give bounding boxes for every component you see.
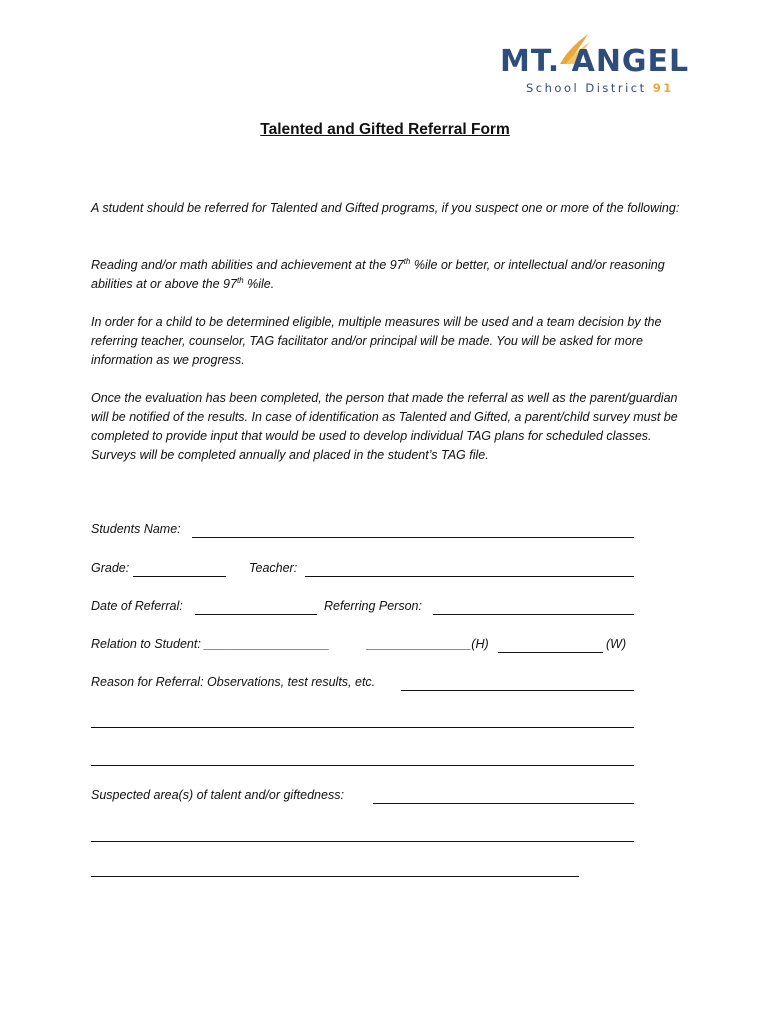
logo-district-label: School District	[526, 81, 647, 95]
reason-label: Reason for Referral: Observations, test results, etc.	[91, 675, 376, 689]
criteria-text-a: Reading and/or math abilities and achievement at the 97	[91, 258, 404, 272]
logo-main-text: MT. ANGEL	[500, 44, 690, 79]
reason-field-line-3[interactable]	[91, 765, 634, 766]
referring-person-field[interactable]	[433, 614, 634, 615]
eligibility-paragraph: In order for a child to be determined eligible, multiple measures will be used and a team decision by the referring teacher, counselor, TAG facilitator and/or principal will be made. You will be asked for more information as we progress.	[91, 315, 662, 367]
teacher-field[interactable]	[305, 576, 634, 577]
suspected-areas-field-line-3[interactable]	[91, 876, 579, 877]
criteria-text-c: %ile.	[243, 277, 275, 291]
criteria-sup-1: th	[403, 256, 411, 266]
student-name-label: Students Name:	[91, 522, 181, 536]
student-name-field[interactable]	[192, 537, 634, 538]
home-label: (H)	[471, 637, 489, 651]
criteria-sup-2: th	[236, 275, 244, 285]
reason-field[interactable]	[401, 690, 634, 691]
phone-home-field[interactable]: _______________	[367, 637, 472, 651]
suspected-areas-field[interactable]	[373, 803, 634, 804]
intro-paragraph: A student should be referred for Talented and Gifted programs, if you suspect one or more of the following:	[91, 201, 680, 215]
relation-row	[91, 637, 329, 651]
relation-to-student-field[interactable]: __________________	[204, 637, 330, 651]
logo-district-number: 91	[652, 81, 674, 95]
date-of-referral-label: Date of Referral:	[91, 599, 183, 613]
grade-field[interactable]	[133, 576, 226, 577]
reason-field-line-2[interactable]	[91, 727, 634, 728]
phone-home-row	[367, 637, 489, 651]
evaluation-paragraph: Once the evaluation has been completed, the person that made the referral as well as the parent/guardian will be notified of the results. In case of identification as Talented and Gifted, a parent/child survey must be completed to provide input that would be used to develop individual TAG plans for scheduled classes. Surveys will be completed annually and placed in the student’s TAG file.	[91, 391, 678, 462]
criteria-paragraph	[91, 256, 691, 294]
grade-label: Grade:	[91, 561, 130, 575]
suspected-areas-field-line-2[interactable]	[91, 841, 634, 842]
date-of-referral-field[interactable]	[195, 614, 317, 615]
work-label: (W)	[606, 637, 627, 651]
page-title: Talented and Gifted Referral Form	[260, 121, 510, 138]
phone-work-field[interactable]	[498, 652, 603, 653]
logo-sub-text	[526, 81, 674, 95]
teacher-label: Teacher:	[249, 561, 298, 575]
criteria-text-b: %ile or better, or intellectual and/or reasoning abilities at or above the 97	[91, 258, 665, 291]
referring-person-label: Referring Person:	[324, 599, 422, 613]
suspected-areas-label: Suspected area(s) of talent and/or giftedness:	[91, 788, 344, 802]
relation-to-student-label: Relation to Student:	[91, 637, 201, 651]
district-logo	[500, 34, 705, 100]
